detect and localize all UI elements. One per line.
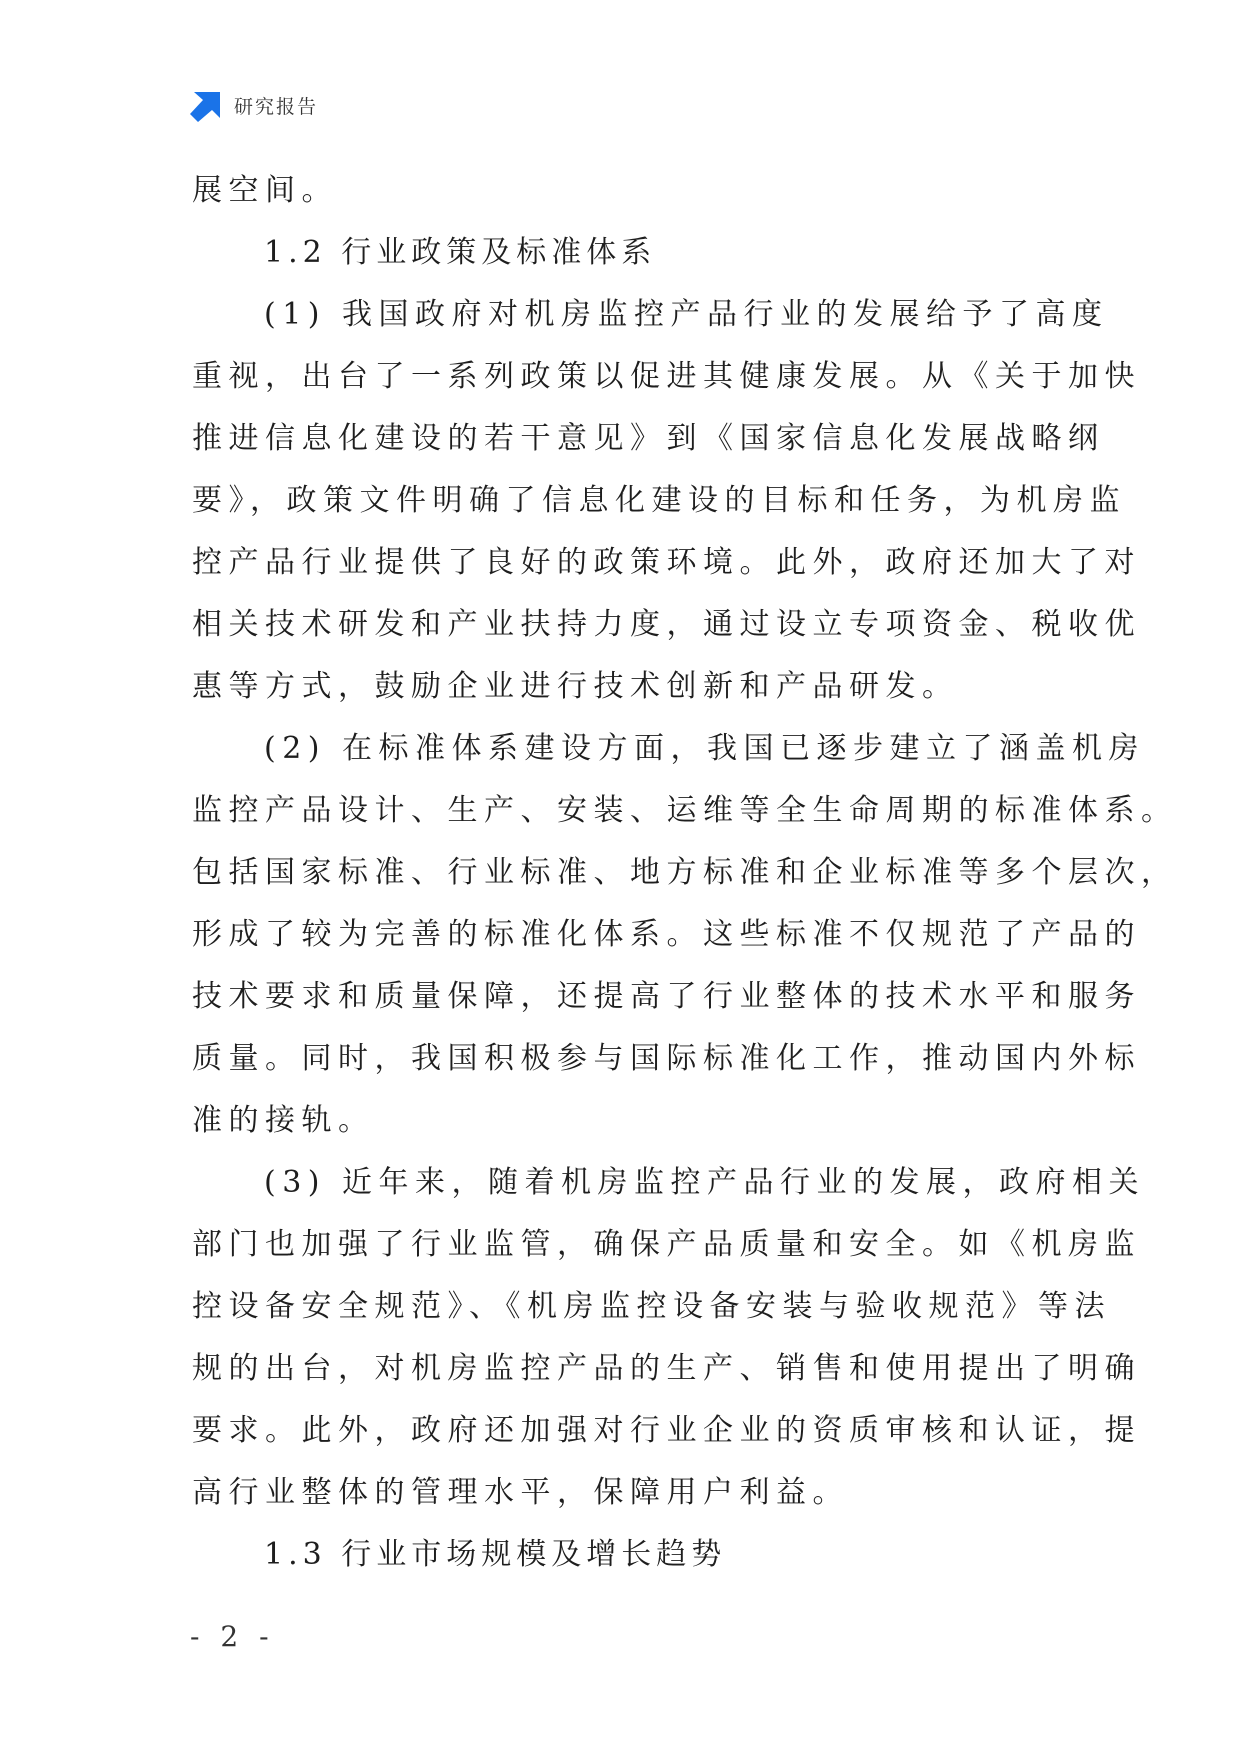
paragraph-3-line: (3) 近年来，随着机房监控产品行业的发展，政府相关 bbox=[264, 1165, 1146, 1200]
paragraph-3-line: 部门也加强了行业监管，确保产品质量和安全。如《机房监 bbox=[192, 1227, 1141, 1262]
paragraph-2-line: 准的接轨。 bbox=[192, 1103, 375, 1138]
paragraph-2-line: 形成了较为完善的标准化体系。这些标准不仅规范了产品的 bbox=[192, 917, 1141, 952]
paragraph-1-line: 推进信息化建设的若干意见》到《国家信息化发展战略纲 bbox=[192, 421, 1105, 456]
text-line: 展空间。 bbox=[192, 173, 338, 208]
paragraph-3-line: 控设备安全规范》、《机房监控设备安装与验收规范》等法 bbox=[192, 1289, 1111, 1324]
paragraph-2-line: 技术要求和质量保障，还提高了行业整体的技术水平和服务 bbox=[192, 979, 1141, 1014]
paragraph-1-line: 要》，政策文件明确了信息化建设的目标和任务，为机房监 bbox=[192, 483, 1126, 518]
paragraph-1-line: 惠等方式，鼓励企业进行技术创新和产品研发。 bbox=[192, 669, 959, 704]
paragraph-3-line: 要求。此外，政府还加强对行业企业的资质审核和认证，提 bbox=[192, 1413, 1141, 1448]
paragraph-2-line: 包括国家标准、行业标准、地方标准和企业标准等多个层次， bbox=[192, 855, 1178, 890]
paragraph-2-line: (2) 在标准体系建设方面，我国已逐步建立了涵盖机房 bbox=[264, 731, 1146, 766]
page-header bbox=[190, 88, 318, 122]
arrow-up-right-icon bbox=[190, 88, 224, 122]
section-heading-1-3: 1.3 行业市场规模及增长趋势 bbox=[264, 1537, 727, 1572]
paragraph-3-line: 规的出台，对机房监控产品的生产、销售和使用提出了明确 bbox=[192, 1351, 1141, 1386]
paragraph-1-line: (1) 我国政府对机房监控产品行业的发展给予了高度 bbox=[264, 297, 1109, 332]
document-body bbox=[192, 160, 1178, 1586]
section-heading-1-2: 1.2 行业政策及标准体系 bbox=[264, 235, 657, 270]
header-title: 研究报告 bbox=[234, 95, 319, 118]
paragraph-2-line: 监控产品设计、生产、安装、运维等全生命周期的标准体系。 bbox=[192, 793, 1178, 828]
paragraph-1-line: 控产品行业提供了良好的政策环境。此外，政府还加大了对 bbox=[192, 545, 1141, 580]
paragraph-1-line: 相关技术研发和产业扶持力度，通过设立专项资金、税收优 bbox=[192, 607, 1141, 642]
paragraph-1-line: 重视，出台了一系列政策以促进其健康发展。从《关于加快 bbox=[192, 359, 1141, 394]
paragraph-2-line: 质量。同时，我国积极参与国际标准化工作，推动国内外标 bbox=[192, 1041, 1141, 1076]
paragraph-3-line: 高行业整体的管理水平，保障用户利益。 bbox=[192, 1475, 849, 1510]
page-number: - 2 - bbox=[190, 1620, 275, 1653]
